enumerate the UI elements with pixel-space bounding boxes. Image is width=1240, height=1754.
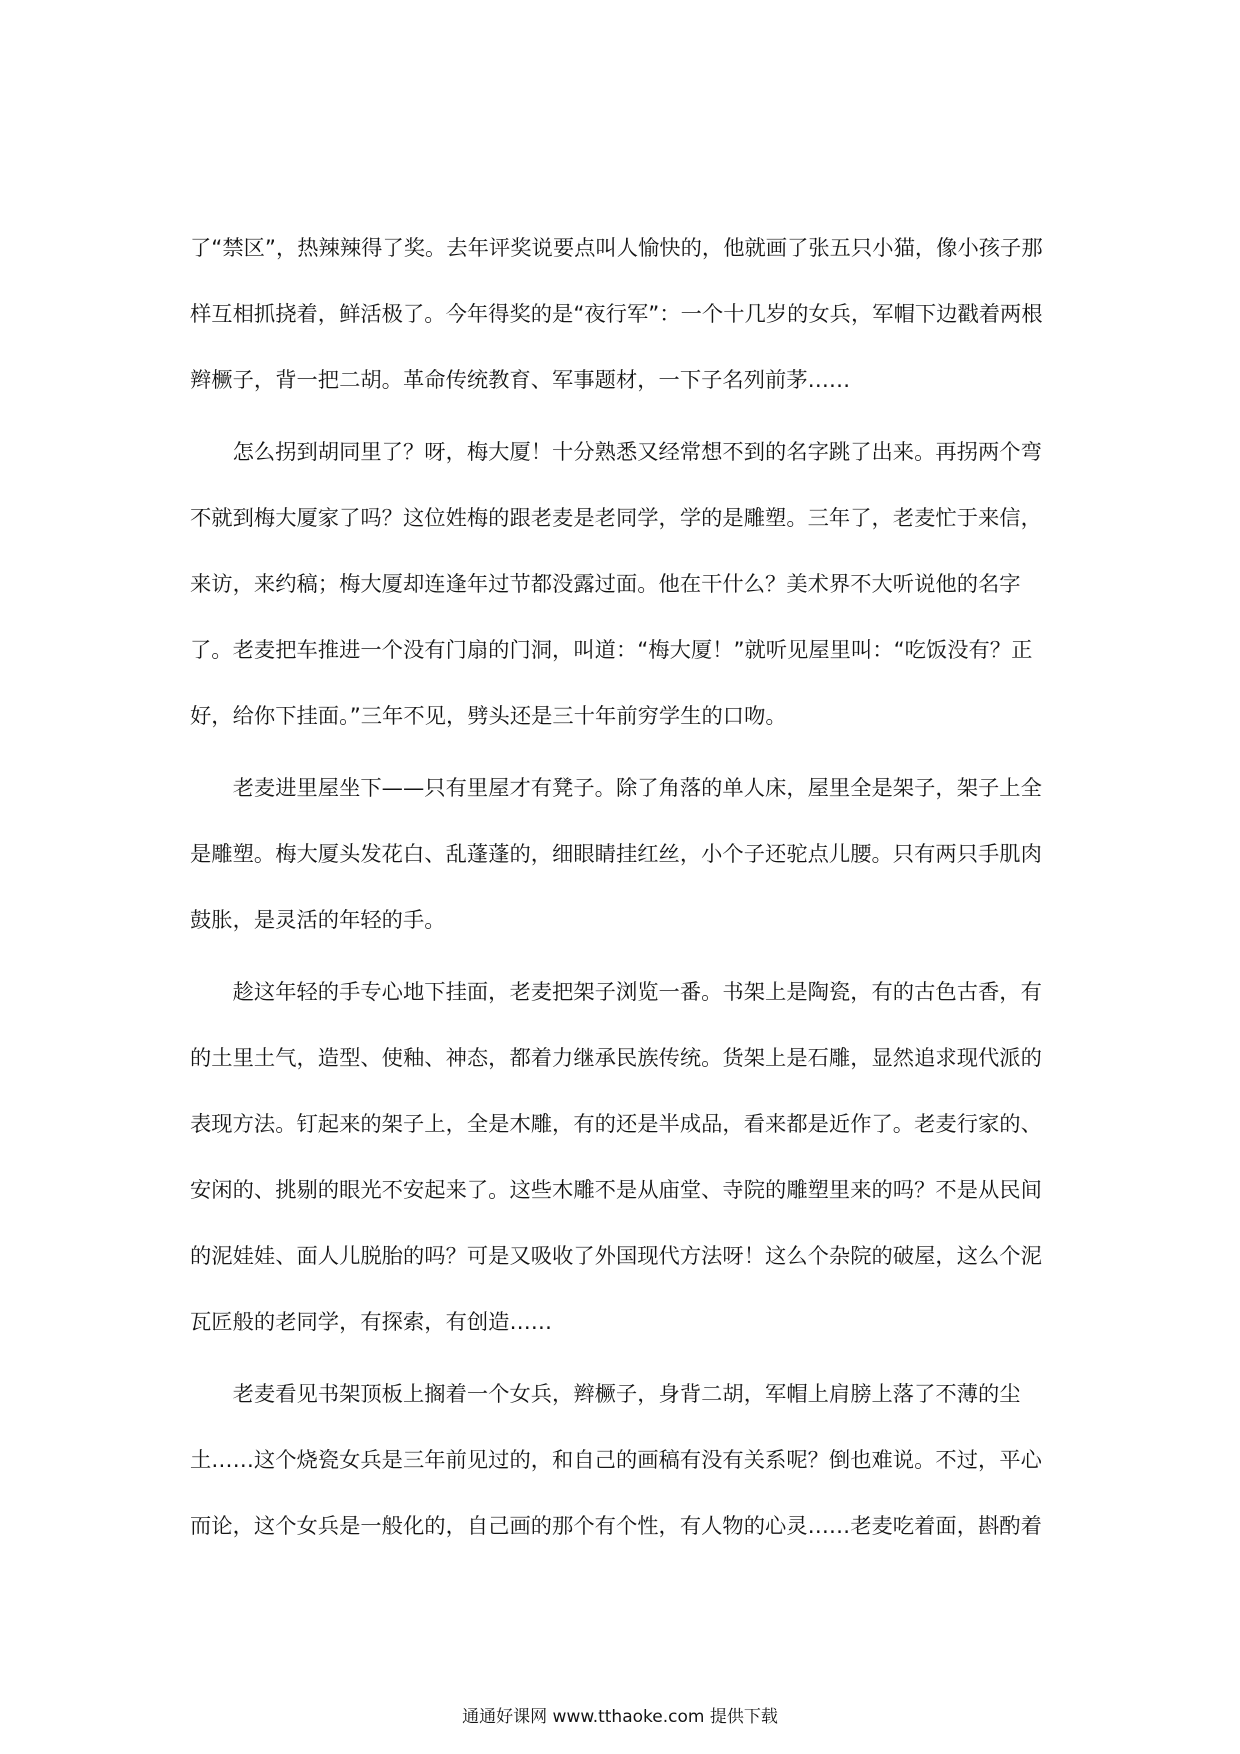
- paragraph-4: 趁这年轻的手专心地下挂面，老麦把架子浏览一番。书架上是陶瓷，有的古色古香，有的土里土气，造型、使釉、神态，都着力继承民族传统。货架上是石雕，显然追求现代派的表现方法。钉起来的架子上，全是木雕，有的还是半成品，看来都是近作了。老麦行家的、安闲的、挑剔的眼光不安起来了。这些木雕不是从庙堂、寺院的雕塑里来的吗？不是从民间的泥娃娃、面人儿脱胎的吗？可是又吸收了外国现代方法呀！这么个杂院的破屋，这么个泥瓦匠般的老同学，有探索，有创造……: [190, 980, 1042, 1335]
- paragraph-2: 怎么拐到胡同里了？呀，梅大厦！十分熟悉又经常想不到的名字跳了出来。再拐两个弯不就到梅大厦家了吗？这位姓梅的跟老麦是老同学，学的是雕塑。三年了，老麦忙于来信，来访，来约稿；梅大厦却连逢年过节都没露过面。他在干什么？美术界不大听说他的名字了。老麦把车推进一个没有门扇的门洞，叫道：“梅大厦！”就听见屋里叫：“吃饭没有？正好，给你下挂面。”三年不见，劈头还是三十年前穷学生的口吻。: [190, 440, 1042, 729]
- page-footer: 通通好课网 www.tthaoke.com 提供下载: [462, 1707, 778, 1727]
- paragraph-3: 老麦进里屋坐下——只有里屋才有凳子。除了角落的单人床，屋里全是架子，架子上全是雕塑。梅大厦头发花白、乱蓬蓬的，细眼睛挂红丝，小个子还驼点儿腰。只有两只手肌肉鼓胀，是灵活的年轻的手。: [190, 776, 1042, 933]
- paragraph-1: 了“禁区”，热辣辣得了奖。去年评奖说要点叫人愉快的，他就画了张五只小猫，像小孩子那样互相抓挠着，鲜活极了。今年得奖的是“夜行军”：一个十几岁的女兵，军帽下边戳着两根辫橛子，背一把二胡。革命传统教育、军事题材，一下子名列前茅……: [190, 236, 1043, 393]
- body-text: [190, 216, 1060, 1566]
- paragraph-5: 老麦看见书架顶板上搁着一个女兵，辫橛子，身背二胡，军帽上肩膀上落了不薄的尘土……这个烧瓷女兵是三年前见过的，和自己的画稿有没有关系呢？倒也难说。不过，平心而论，这个女兵是一般化的，自己画的那个有个性，有人物的心灵……老麦吃着面，斟酌着: [190, 1382, 1042, 1539]
